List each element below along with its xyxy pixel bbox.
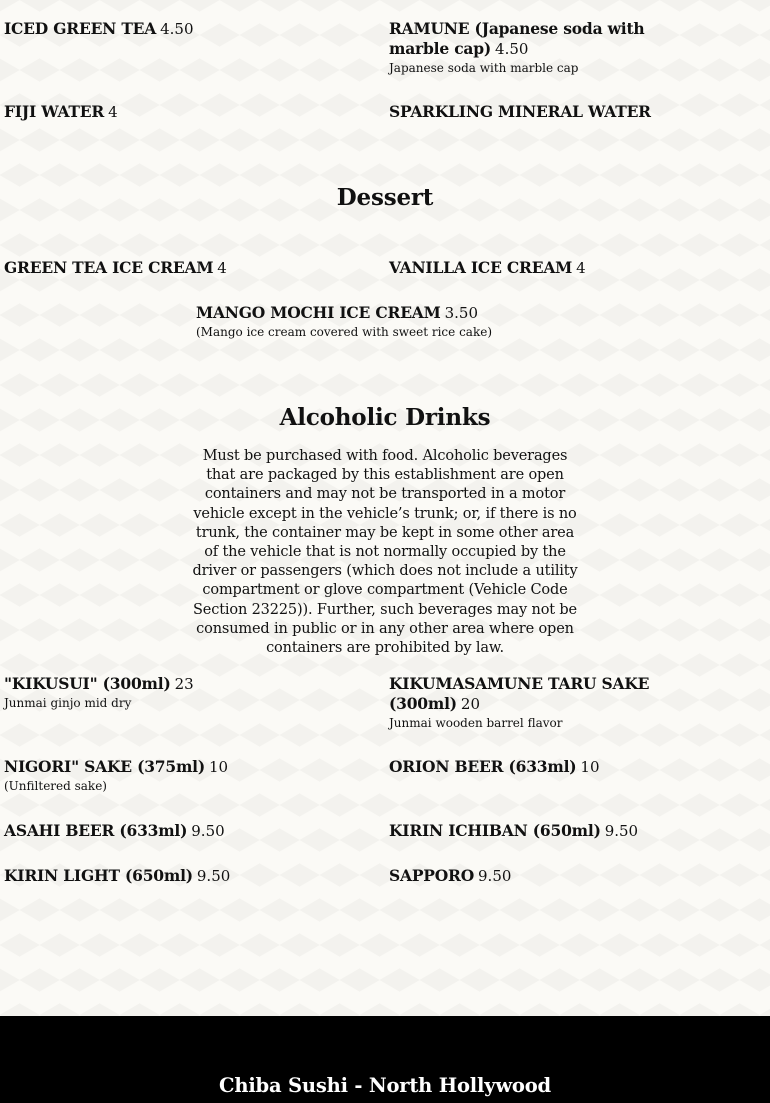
menu-item-mango-mochi-ice-cream (196, 303, 576, 340)
alcohol-notice: Must be purchased with food. Alcoholic beverages that are packaged by this establishment are open containers and may not be transported in a motor vehicle except in the vehicle’s trunk; or, if there is no trunk, the container may be kept in some other area of the vehicle that is not normally occupied by the driver or passengers (which does not include a utility compartment or glove compartment (Vehicle Code Section 23225)). Further, such beverages may not be consumed in public or in any other area where open containers are prohibited by law. (192, 448, 578, 657)
item-price: 10 (580, 758, 600, 776)
item-price: 4.50 (495, 40, 529, 58)
menu-item-fiji-water (4, 102, 344, 122)
menu-item-kikumasamune-taru-sake (389, 674, 679, 731)
menu-item-kikusui (4, 674, 344, 711)
menu-item-asahi-beer (4, 821, 344, 841)
item-name: FIJI WATER (4, 102, 105, 121)
menu-item-orion-beer (389, 757, 729, 777)
item-price: 4 (217, 259, 227, 277)
footer (0, 1016, 770, 1103)
item-name: ICED GREEN TEA (4, 19, 157, 38)
item-name: NIGORI" SAKE (375ml) (4, 757, 205, 776)
item-name: KIKUMASAMUNE TARU SAKE (300ml) (389, 674, 650, 713)
item-price: 9.50 (478, 867, 512, 885)
item-name: KIRIN ICHIBAN (650ml) (389, 821, 601, 840)
menu-item-sapporo (389, 866, 729, 886)
menu-item-vanilla-ice-cream (389, 258, 729, 278)
item-price: 9.50 (196, 867, 231, 885)
footer-restaurant-name: Chiba Sushi - North Hollywood (219, 1074, 551, 1097)
menu-item-green-tea-ice-cream (4, 258, 344, 278)
item-price: 20 (460, 695, 481, 713)
item-price: 3.50 (444, 304, 478, 322)
section-title-alcoholic-drinks: Alcoholic Drinks (279, 404, 491, 431)
item-description: Junmai ginjo mid dry (4, 696, 132, 710)
item-price: 4 (108, 103, 118, 121)
item-name: MANGO MOCHI ICE CREAM (196, 303, 441, 322)
section-title-dessert: Dessert (336, 184, 434, 211)
item-name: GREEN TEA ICE CREAM (4, 258, 214, 277)
item-name: "KIKUSUI" (300ml) (4, 674, 171, 693)
item-price: 10 (208, 758, 229, 776)
item-name: SAPPORO (389, 866, 475, 885)
item-price: 4 (576, 259, 586, 277)
item-description: (Unfiltered sake) (4, 779, 107, 793)
item-description: Junmai wooden barrel flavor (389, 716, 563, 730)
menu-item-kirin-light (4, 866, 344, 886)
item-name: ORION BEER (633ml) (389, 757, 577, 776)
item-description: Japanese soda with marble cap (389, 61, 579, 75)
item-description: (Mango ice cream covered with sweet rice cake) (196, 325, 492, 339)
item-name: SPARKLING MINERAL WATER (389, 102, 651, 121)
item-price: 23 (174, 675, 194, 693)
menu-item-kirin-ichiban (389, 821, 729, 841)
menu-item-ramune (389, 19, 689, 76)
menu-item-nigori-sake (4, 757, 344, 794)
item-price: 4.50 (160, 20, 194, 38)
item-price: 9.50 (191, 822, 225, 840)
item-name: RAMUNE (Japanese soda with marble cap) (389, 19, 645, 58)
item-name: VANILLA ICE CREAM (389, 258, 573, 277)
menu-item-sparkling-mineral-water (389, 102, 729, 122)
menu-item-iced-green-tea (4, 19, 344, 39)
item-name: ASAHI BEER (633ml) (4, 821, 188, 840)
item-price: 9.50 (604, 822, 639, 840)
item-name: KIRIN LIGHT (650ml) (4, 866, 193, 885)
